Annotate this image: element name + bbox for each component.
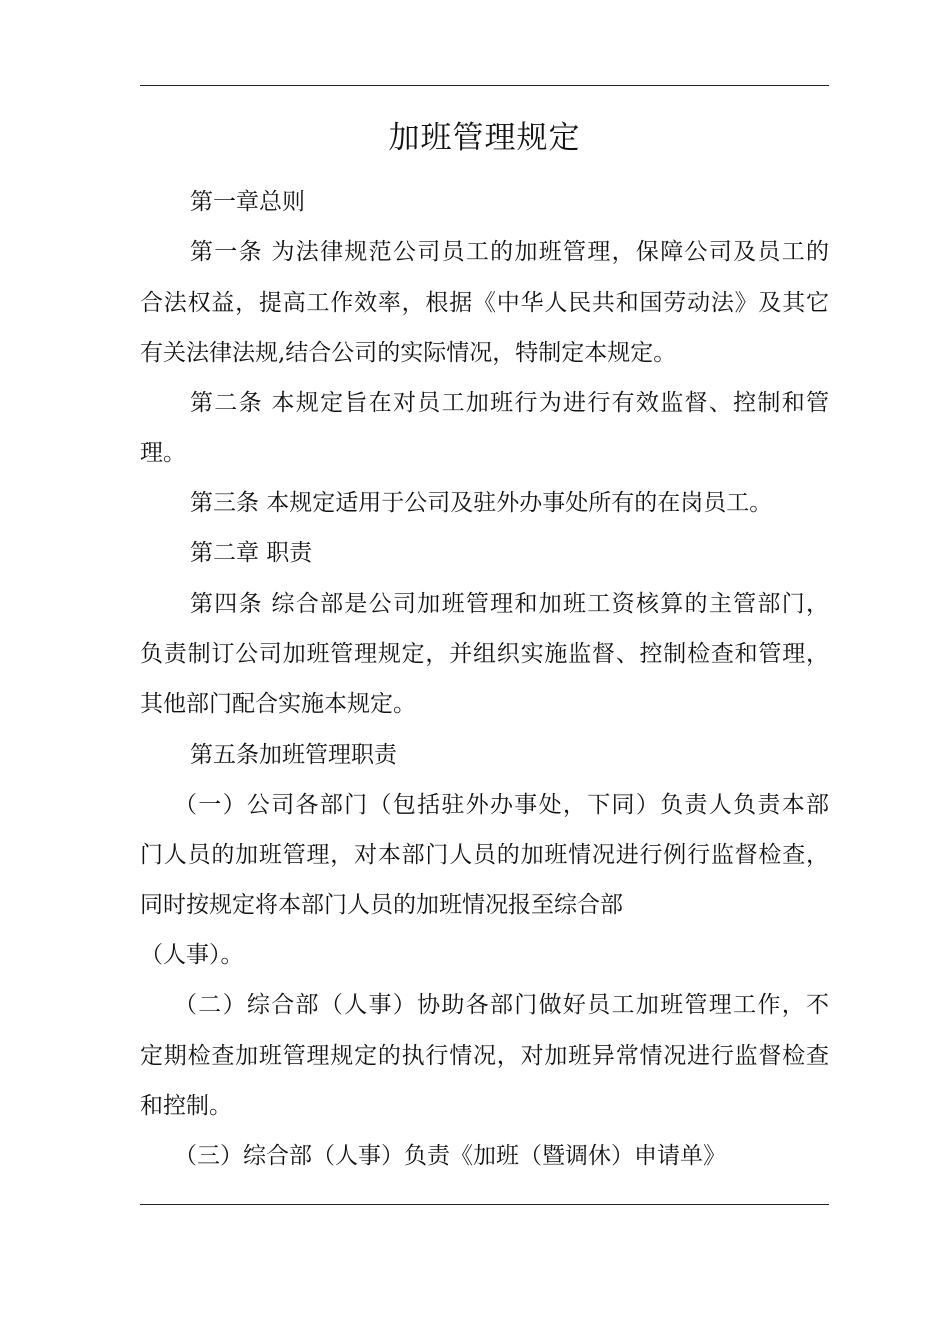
header-rule xyxy=(140,85,829,86)
paragraph-line: 门人员的加班管理，对本部门人员的加班情况进行例行监督检查， xyxy=(140,842,829,868)
paragraph-line: 理。 xyxy=(140,440,186,466)
paragraph-line: 其他部门配合实施本规定。 xyxy=(140,691,416,717)
paragraph-line: 和控制。 xyxy=(140,1093,232,1119)
paragraph-line: （三）综合部（人事）负责《加班（暨调休）申请单》 xyxy=(174,1143,726,1169)
document-title: 加班管理规定 xyxy=(388,120,581,156)
paragraph-line: （人事）。 xyxy=(140,942,244,968)
paragraph-line: 第四条 综合部是公司加班管理和加班工资核算的主管部门， xyxy=(190,591,829,617)
paragraph-line: 负责制订公司加班管理规定，并组织实施监督、控制检查和管理， xyxy=(140,641,829,667)
paragraph-line: 第三条 本规定适用于公司及驻外办事处所有的在岗员工。 xyxy=(190,490,773,516)
footer-rule xyxy=(140,1204,829,1205)
chapter-2-heading: 第二章 职责 xyxy=(190,540,313,566)
paragraph-line: 定期检查加班管理规定的执行情况，对加班异常情况进行监督检查 xyxy=(140,1043,829,1069)
paragraph-line: 有关法律法规,结合公司的实际情况，特制定本规定。 xyxy=(140,340,677,366)
paragraph-line: 同时按规定将本部门人员的加班情况报至综合部 xyxy=(140,892,623,918)
paragraph-line: （一）公司各部门（包括驻外办事处，下同）负责人负责本部 xyxy=(174,792,829,818)
paragraph-line: 第一条 为法律规范公司员工的加班管理，保障公司及员工的 xyxy=(190,239,829,265)
article-5-heading: 第五条加班管理职责 xyxy=(190,742,397,768)
paragraph-line: 第二条 本规定旨在对员工加班行为进行有效监督、控制和管 xyxy=(190,390,829,416)
chapter-1-heading: 第一章总则 xyxy=(190,189,305,215)
paragraph-line: （二）综合部（人事）协助各部门做好员工加班管理工作，不 xyxy=(174,992,829,1018)
paragraph-line: 合法权益，提高工作效率，根据《中华人民共和国劳动法》及其它 xyxy=(140,290,829,316)
